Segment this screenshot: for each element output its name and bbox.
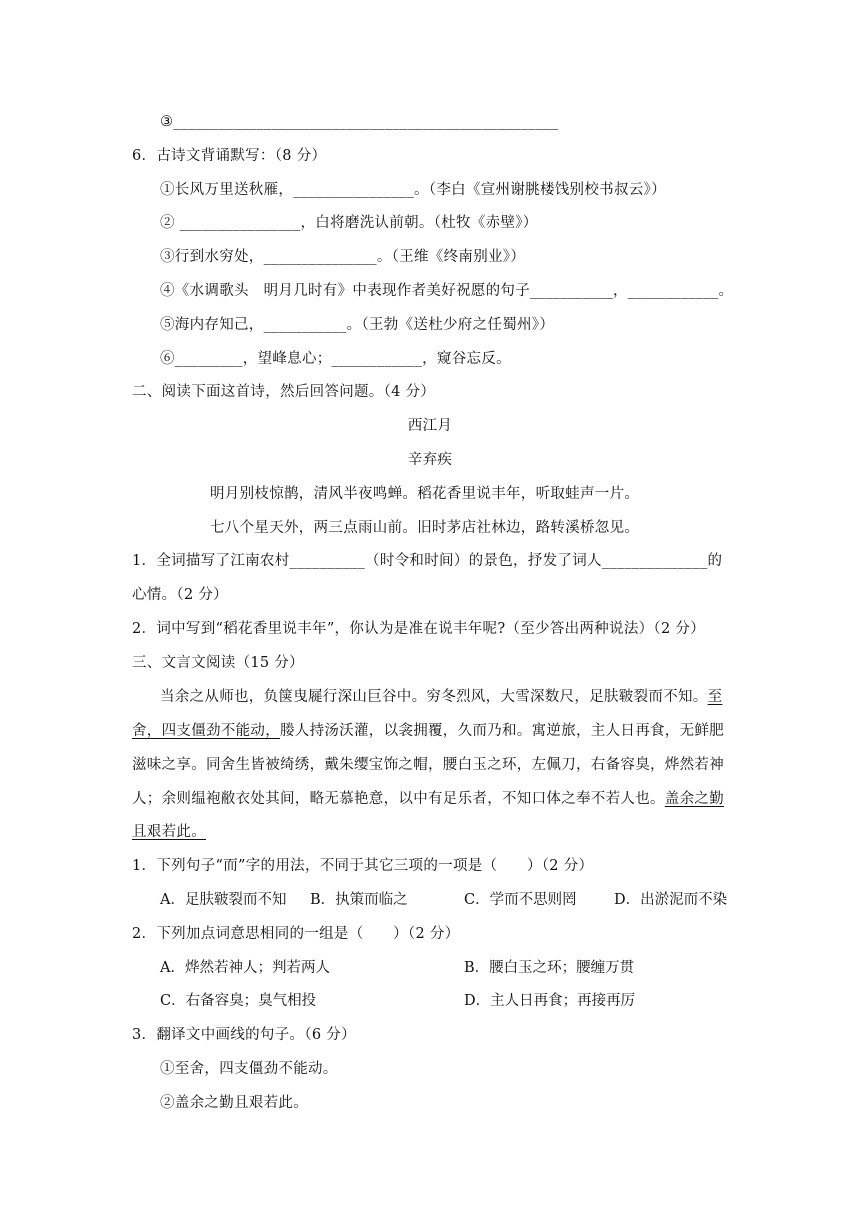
passage-text: 媵人持汤沃灌，以衾拥覆，久而乃和。寓逆旅，主人日再食，无鲜肥 [280, 723, 724, 739]
translate-item-2: ②盖余之勤且艰若此。 [160, 1095, 308, 1111]
question-6-item-5: ⑤海内存知己，___________。（王勃《送杜少府之任蜀州》） [160, 317, 555, 333]
question-6-item-2: ② ________________，白将磨洗认前朝。（杜牧《赤壁》） [160, 215, 538, 231]
passage-line-2 [132, 720, 732, 742]
underlined-sentence-2: 且艰若此。 [132, 824, 206, 840]
option-b: B．腰白玉之环；腰缠万贯 [464, 960, 635, 976]
question-6-item-6: ⑥_________，望峰息心；____________，窥谷忘反。 [160, 351, 511, 367]
poem-line-2: 七八个星天外，两三点雨山前。旧时茅店社林边，路转溪桥忽见。 [210, 520, 640, 536]
section-2-title: 二、阅读下面这首诗，然后回答问题。（4 分） [132, 384, 436, 400]
option-d: D．主人日再食；再接再厉 [464, 993, 636, 1009]
underlined-sentence-1: 舍，四支僵劲不能动， [132, 723, 280, 739]
poem-author: 辛弃疾 [407, 452, 453, 468]
passage-text: 人；余则缊袍敝衣处其间，略无慕艳意，以中有足乐者，不知口体之奉不若人也。 [132, 791, 665, 807]
section-2-question-2: 2．词中写到“稻花香里说丰年”，你认为是准在说丰年呢?（至少答出两种说法）（2 分） [132, 621, 706, 637]
passage-text: 当余之从师也，负箧曳屣行深山巨谷中。穷冬烈风，大雪深数尺，足肤皲裂而不知。 [160, 689, 708, 705]
option-c: C．右备容臭；臭气相投 [160, 993, 317, 1009]
passage-line-1 [160, 686, 760, 708]
passage-line-3: 滋味之享。同舍生皆被绮绣，戴朱缨宝饰之帽，腰白玉之环，左佩刀，右备容臭，烨然若神 [132, 757, 724, 773]
option-a: A．烨然若神人；判若两人 [160, 960, 330, 976]
section-3-question-3: 3．翻译文中画线的句子。（6 分） [132, 1027, 356, 1043]
answer-line-3: ③___________________________________________________ [160, 114, 559, 130]
question-6-title: 6．古诗文背诵默写：（8 分） [132, 148, 327, 164]
section-3-title: 三、文言文阅读（15 分） [132, 655, 304, 671]
poem-title: 西江月 [407, 418, 453, 434]
option-d: D．出淤泥而不染 [614, 892, 728, 908]
section-3-question-1: 1．下列句子“而”字的用法，不同于其它三项的一项是（ ）（2 分） [132, 858, 594, 874]
translate-item-1: ①至舍，四支僵劲不能动。 [160, 1061, 338, 1077]
section-2-question-1-cont: 心情。（2 分） [132, 587, 228, 603]
option-b: B．执策而临之 [310, 892, 408, 908]
option-a: A．足肤皲裂而不知 [160, 892, 287, 908]
option-c: C．学而不思则罔 [464, 892, 577, 908]
section-3-question-2: 2．下列加点词意思相同的一组是（ ）（2 分） [132, 926, 460, 942]
underlined-sentence-2: 盖余之勤 [664, 791, 724, 807]
passage-line-4 [132, 788, 732, 810]
question-6-item-1: ①长风万里送秋雁，________________。（李白《宣州谢朓楼饯别校书叔云》） [160, 182, 666, 198]
section-2-question-1: 1．全词描写了江南农村__________（时令和时间）的景色，抒发了词人______________的 [132, 553, 723, 569]
poem-line-1: 明月别枝惊鹊，清风半夜鸣蝉。稻花香里说丰年，听取蛙声一片。 [210, 486, 640, 502]
question-6-item-4: ④《水调歌头 明月几时有》中表现作者美好祝愿的句子___________，____________。 [160, 283, 734, 299]
passage-line-5 [132, 821, 732, 843]
question-6-item-3: ③行到水穷处，_______________。（王维《终南别业》） [160, 249, 526, 265]
underlined-sentence-1: 至 [707, 689, 723, 705]
